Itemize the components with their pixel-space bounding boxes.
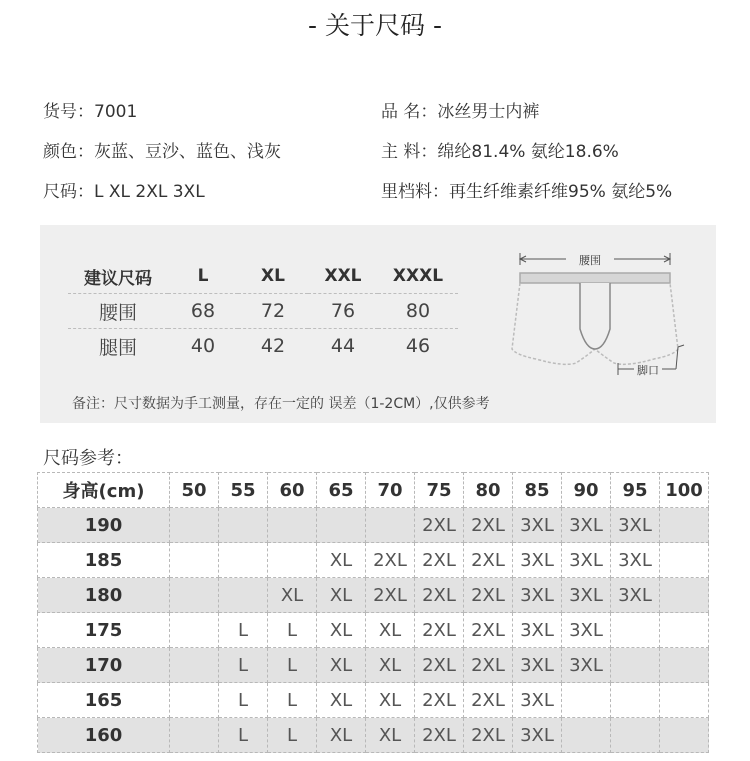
weight-column-header: 85	[513, 473, 562, 508]
size-header-cell: XXL	[308, 259, 378, 294]
height-cell: 165	[38, 683, 170, 718]
size-cell: 2XL	[464, 613, 513, 648]
size-cell: L	[219, 718, 268, 753]
reference-row	[38, 683, 709, 718]
size-cell	[170, 648, 219, 683]
size-cell: 2XL	[464, 543, 513, 578]
size-cell: 2XL	[415, 648, 464, 683]
size-cell	[611, 613, 660, 648]
reference-row	[38, 718, 709, 753]
size-table-header	[68, 259, 458, 294]
size-cell: 3XL	[513, 508, 562, 543]
sku-text: 货号：7001	[43, 102, 138, 122]
reference-header-row	[38, 473, 709, 508]
size-cell: XL	[366, 648, 415, 683]
size-cell: 3XL	[513, 578, 562, 613]
size-cell: L	[268, 648, 317, 683]
height-cell: 170	[38, 648, 170, 683]
size-cell: 3XL	[513, 543, 562, 578]
size-cell	[219, 508, 268, 543]
size-cell: XL	[366, 683, 415, 718]
size-cell: 76	[308, 294, 378, 329]
size-cell: L	[268, 613, 317, 648]
size-cell	[611, 683, 660, 718]
size-cell: L	[219, 613, 268, 648]
measurement-note: 备注：尺寸数据为手工测量，存在一定的 误差（1-2CM）,仅供参考	[72, 396, 490, 412]
underwear-diagram	[506, 237, 706, 387]
leg-label: 脚口	[637, 364, 659, 377]
size-cell	[170, 508, 219, 543]
size-cell: 44	[330, 335, 356, 357]
size-cell: 3XL	[562, 648, 611, 683]
size-cell	[660, 683, 709, 718]
size-cell	[611, 718, 660, 753]
size-cell	[170, 718, 219, 753]
weight-column-header: 100	[660, 473, 709, 508]
size-cell: L	[219, 683, 268, 718]
size-cell	[366, 508, 415, 543]
size-cell: 2XL	[464, 648, 513, 683]
size-cell: 2XL	[415, 683, 464, 718]
size-cell	[660, 613, 709, 648]
size-cell: 46	[405, 335, 431, 357]
size-table-row	[68, 294, 458, 329]
size-table-row	[68, 329, 458, 364]
size-header-cell: XL	[238, 259, 308, 294]
size-cell: 3XL	[611, 578, 660, 613]
size-cell	[170, 613, 219, 648]
size-cell: XL	[317, 578, 366, 613]
size-header-cell: 建议尺码	[68, 259, 168, 294]
weight-column-header: 65	[317, 473, 366, 508]
weight-column-header: 60	[268, 473, 317, 508]
size-cell: XL	[268, 578, 317, 613]
weight-column-header: 95	[611, 473, 660, 508]
size-cell: L	[268, 718, 317, 753]
size-cell	[660, 508, 709, 543]
reference-row	[38, 578, 709, 613]
size-cell: 2XL	[415, 543, 464, 578]
size-table	[68, 259, 458, 363]
size-cell: 3XL	[562, 578, 611, 613]
size-cell	[611, 648, 660, 683]
height-cell: 175	[38, 613, 170, 648]
weight-column-header: 50	[170, 473, 219, 508]
size-cell: 72	[238, 294, 308, 329]
size-header-cell: L	[168, 259, 238, 294]
size-cell: 2XL	[415, 718, 464, 753]
reference-row	[38, 543, 709, 578]
sizes-text: 尺码：L XL 2XL 3XL	[43, 182, 205, 202]
reference-row	[38, 508, 709, 543]
size-header-cell: XXXL	[378, 259, 458, 294]
size-cell	[660, 578, 709, 613]
size-cell	[219, 578, 268, 613]
size-panel	[40, 225, 716, 423]
reference-row	[38, 648, 709, 683]
weight-column-header: 75	[415, 473, 464, 508]
page-title: - 关于尺码 -	[308, 11, 442, 40]
size-cell: 2XL	[464, 683, 513, 718]
weight-column-header: 80	[464, 473, 513, 508]
size-cell: 68	[168, 294, 238, 329]
size-cell: 腿围	[98, 336, 137, 359]
size-cell: 3XL	[611, 508, 660, 543]
size-cell: 3XL	[513, 648, 562, 683]
height-cell: 190	[38, 508, 170, 543]
size-cell	[170, 578, 219, 613]
size-cell: 3XL	[513, 718, 562, 753]
size-cell: 2XL	[464, 508, 513, 543]
size-cell	[660, 648, 709, 683]
size-cell: XL	[317, 648, 366, 683]
size-cell: 80	[378, 294, 458, 329]
size-cell	[170, 543, 219, 578]
size-cell: 腰围	[68, 294, 168, 329]
size-cell: 40	[190, 335, 216, 357]
size-cell: 3XL	[513, 683, 562, 718]
size-cell: 3XL	[611, 543, 660, 578]
size-cell	[317, 508, 366, 543]
size-cell: XL	[317, 683, 366, 718]
size-cell: 2XL	[366, 543, 415, 578]
colors-text: 颜色：灰蓝、豆沙、蓝色、浅灰	[43, 142, 281, 162]
size-cell: 3XL	[562, 508, 611, 543]
size-cell: XL	[366, 718, 415, 753]
size-cell	[268, 543, 317, 578]
height-column-header: 身高(cm)	[38, 473, 170, 508]
size-cell: 3XL	[562, 613, 611, 648]
size-cell: 3XL	[562, 543, 611, 578]
size-cell: XL	[317, 613, 366, 648]
waist-label: 腰围	[579, 254, 601, 267]
underwear-outline-icon	[512, 273, 678, 364]
size-cell: 2XL	[464, 718, 513, 753]
product-name-text: 品 名：冰丝男士内裤	[381, 102, 540, 122]
height-cell: 180	[38, 578, 170, 613]
height-cell: 185	[38, 543, 170, 578]
size-cell: XL	[366, 613, 415, 648]
size-cell: 2XL	[366, 578, 415, 613]
size-cell: 2XL	[415, 508, 464, 543]
size-cell: L	[268, 683, 317, 718]
size-cell: 42	[260, 335, 286, 357]
size-cell: 3XL	[513, 613, 562, 648]
size-cell: 2XL	[415, 578, 464, 613]
size-cell: XL	[317, 718, 366, 753]
size-cell	[268, 508, 317, 543]
size-cell	[660, 543, 709, 578]
lining-text: 里档料：再生纤维素纤维95% 氨纶5%	[381, 182, 673, 202]
reference-row	[38, 613, 709, 648]
size-cell	[170, 683, 219, 718]
size-cell: L	[219, 648, 268, 683]
height-cell: 160	[38, 718, 170, 753]
weight-column-header: 70	[366, 473, 415, 508]
size-cell	[562, 718, 611, 753]
size-cell: 2XL	[415, 613, 464, 648]
size-reference-table	[37, 472, 709, 753]
size-cell: XL	[317, 543, 366, 578]
size-cell	[219, 543, 268, 578]
size-cell	[660, 718, 709, 753]
material-text: 主 料：绵纶81.4% 氨纶18.6%	[381, 142, 619, 162]
size-cell: 2XL	[464, 578, 513, 613]
size-cell	[562, 683, 611, 718]
weight-column-header: 90	[562, 473, 611, 508]
reference-label: 尺码参考：	[43, 448, 133, 469]
weight-column-header: 55	[219, 473, 268, 508]
